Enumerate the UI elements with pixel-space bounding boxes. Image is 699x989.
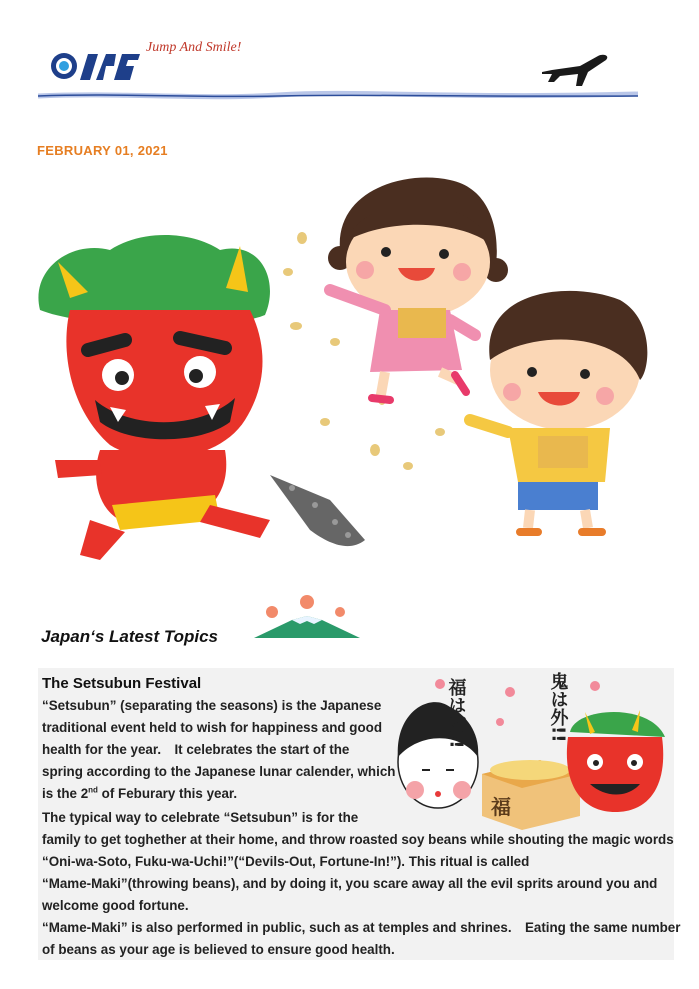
jas-logo	[48, 46, 148, 88]
mount-fuji-sakura-icon	[252, 592, 362, 640]
article-line-with-superscript	[42, 785, 237, 803]
article-line: of beans as your age is believed to ensure good health.	[42, 942, 395, 957]
ordinal-suffix: nd	[88, 785, 98, 795]
article-date: FEBRUARY 01, 2021	[37, 143, 168, 158]
fuku-wa-uchi-text: 福は内!!	[445, 678, 467, 749]
article-line: welcome good fortune.	[42, 898, 189, 913]
airplane-icon	[540, 48, 610, 90]
article-line: The typical way to celebrate “Setsubun” is for the	[42, 810, 359, 825]
tagline: Jump And Smile!	[146, 40, 242, 55]
article-line-part: is the 2	[42, 786, 89, 801]
small-oni-illustration	[567, 710, 665, 812]
setsubun-hero-illustration	[30, 160, 670, 580]
boy-throwing-beans-illustration	[470, 291, 647, 532]
oni-wa-soto-text: 鬼は外!!	[547, 672, 569, 743]
okame-oni-masu-illustration	[390, 662, 670, 830]
masu-box-illustration	[482, 760, 580, 830]
masu-box-label: 福	[491, 795, 511, 819]
article-title: The Setsubun Festival	[42, 675, 202, 692]
girl-throwing-beans-illustration	[328, 178, 508, 400]
article-line-part: of Feburary this year.	[97, 786, 238, 801]
article-line: “Mame-Maki” is also performed in public, such as at temples and shrines. Eating the same number	[42, 920, 681, 935]
article-line: health for the year. It celebrates the start of the	[42, 742, 350, 757]
article-line: spring according to the Japanese lunar calender, which	[42, 764, 396, 779]
article-line: “Oni-wa-Soto, Fuku-wa-Uchi!”(“Devils-Out, Fortune-In!”). This ritual is called	[42, 854, 530, 869]
article-line: “Mame-Maki”(throwing beans), and by doing it, you scare away all the evil sprits around you and	[42, 876, 658, 891]
red-oni-illustration	[38, 235, 270, 560]
header-divider	[38, 86, 638, 104]
article-line: traditional event held to wish for happiness and good	[42, 720, 382, 735]
oni-club-illustration	[270, 475, 365, 546]
article-line: “Setsubun” (separating the seasons) is the Japanese	[42, 698, 382, 713]
article-line: family to get toghether at their home, and throw roasted soy beans while shouting the magic words	[42, 832, 674, 847]
section-title: Japan‘s Latest Topics	[41, 627, 218, 646]
